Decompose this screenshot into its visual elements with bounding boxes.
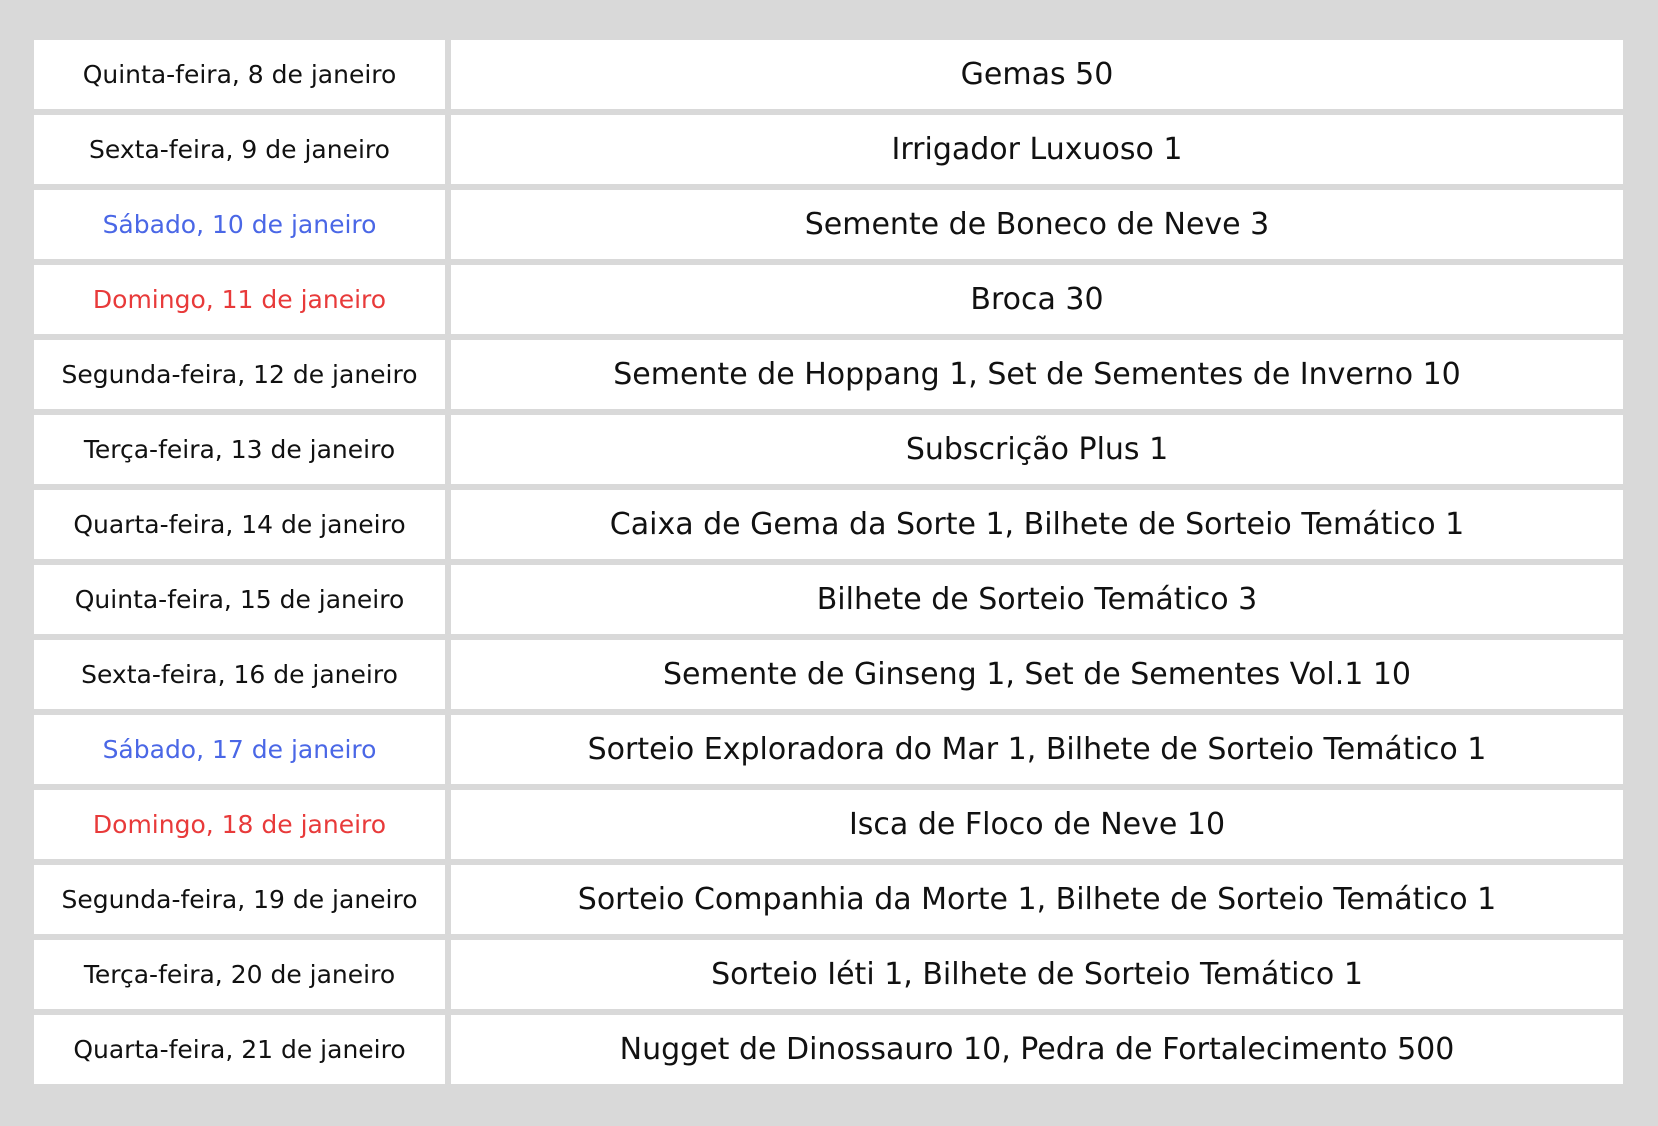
reward-cell: Broca 30 (451, 265, 1623, 334)
table-row (34, 115, 1623, 184)
table-row (34, 565, 1623, 634)
table-row (34, 865, 1623, 934)
reward-cell: Gemas 50 (451, 40, 1623, 109)
table-row (34, 940, 1623, 1009)
reward-cell: Sorteio Iéti 1, Bilhete de Sorteio Temático 1 (451, 940, 1623, 1009)
table-row (34, 415, 1623, 484)
date-cell: Quinta-feira, 15 de janeiro (34, 565, 445, 634)
table-row (34, 190, 1623, 259)
date-cell: Segunda-feira, 19 de janeiro (34, 865, 445, 934)
date-cell: Quinta-feira, 8 de janeiro (34, 40, 445, 109)
table-row (34, 340, 1623, 409)
table-row (34, 40, 1623, 109)
reward-cell: Bilhete de Sorteio Temático 3 (451, 565, 1623, 634)
table-row (34, 1015, 1623, 1084)
table-row (34, 490, 1623, 559)
reward-cell: Sorteio Companhia da Morte 1, Bilhete de Sorteio Temático 1 (451, 865, 1623, 934)
reward-cell: Irrigador Luxuoso 1 (451, 115, 1623, 184)
date-cell: Sexta-feira, 9 de janeiro (34, 115, 445, 184)
date-cell-saturday: Sábado, 17 de janeiro (34, 715, 445, 784)
table-row (34, 265, 1623, 334)
date-cell: Quarta-feira, 21 de janeiro (34, 1015, 445, 1084)
date-cell: Terça-feira, 20 de janeiro (34, 940, 445, 1009)
date-cell: Quarta-feira, 14 de janeiro (34, 490, 445, 559)
reward-cell: Caixa de Gema da Sorte 1, Bilhete de Sorteio Temático 1 (451, 490, 1623, 559)
rewards-table (34, 40, 1623, 1084)
reward-cell: Sorteio Exploradora do Mar 1, Bilhete de Sorteio Temático 1 (451, 715, 1623, 784)
date-cell-sunday: Domingo, 18 de janeiro (34, 790, 445, 859)
reward-cell: Subscrição Plus 1 (451, 415, 1623, 484)
date-cell: Segunda-feira, 12 de janeiro (34, 340, 445, 409)
table-row (34, 640, 1623, 709)
table-row (34, 790, 1623, 859)
reward-cell: Semente de Hoppang 1, Set de Sementes de Inverno 10 (451, 340, 1623, 409)
reward-cell: Isca de Floco de Neve 10 (451, 790, 1623, 859)
reward-cell: Semente de Ginseng 1, Set de Sementes Vol.1 10 (451, 640, 1623, 709)
reward-cell: Semente de Boneco de Neve 3 (451, 190, 1623, 259)
table-row (34, 715, 1623, 784)
date-cell-sunday: Domingo, 11 de janeiro (34, 265, 445, 334)
date-cell: Sexta-feira, 16 de janeiro (34, 640, 445, 709)
date-cell-saturday: Sábado, 10 de janeiro (34, 190, 445, 259)
reward-cell: Nugget de Dinossauro 10, Pedra de Fortalecimento 500 (451, 1015, 1623, 1084)
date-cell: Terça-feira, 13 de janeiro (34, 415, 445, 484)
